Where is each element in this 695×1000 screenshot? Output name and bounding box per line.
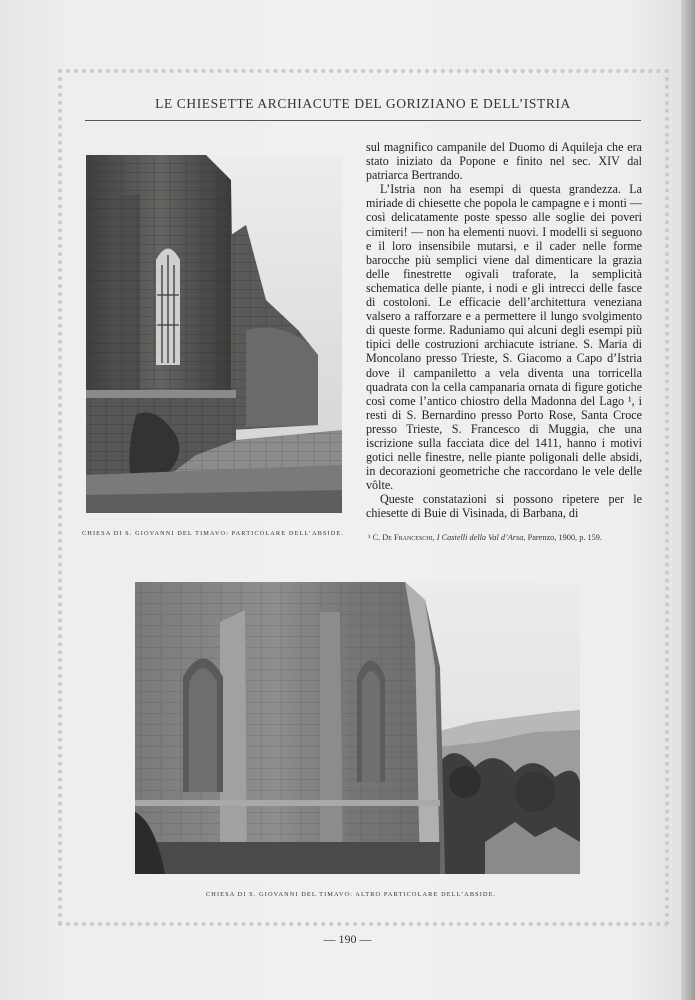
- page-edge-shadow: [681, 0, 695, 1000]
- paragraph-2: L’Istria non ha esempi di questa grandezza. La miriade di chiesette che popola le campagne e i monti — così delicatamente poste spesso alle soglie dei poveri cimiteri! — non ha elementi nuovi. I modelli si seguono e il loro insensibile mutarsi, e il cader nelle forme barocche più semplici viene dal dimenticare la grazia delle finestrette ogivali traforate, la semplicità schematica delle piante, i nodi e gli intrecci delle fasce di costoloni. Le efficacie dell’architettura veneziana valsero a rafforzare e a permettere il lungo svolgimento di queste forme. Raduniamo qui alcuni degli esempi più tipici delle costruzioni archiacute istriane. S. Maria di Moncolano presso Trieste, S. Giacomo a Capo d’Istria dove il campaniletto a vela diventa una torricella quadrata con la cella campanaria ornata di figure gotiche così come l’antico chiostro della Madonna del Lago ¹, i resti di S. Bernardino presso Porto Rose, Santa Croce presso Trieste, S. Francesco di Muggia, che una iscrizione sulla facciata dice del 1411, hanno i motivi gotici nelle finestre, nelle piante poligonali delle absidi, in decorazioni geometriche che raccordano le vele delle vôlte.: [366, 182, 642, 493]
- running-header: LE CHIESETTE ARCHIACUTE DEL GORIZIANO E DELL’ISTRIA: [155, 96, 571, 111]
- paragraph-1: sul magnifico campanile del Duomo di Aquileja che era stato iniziato da Popone e finito nel sec. XIV dal patriarca Bertrando.: [366, 140, 642, 183]
- paragraph-3: Queste constatazioni si possono ripetere per le chiesette di Buie di Visinada, di Barbana, di: [366, 492, 642, 521]
- body-text: [366, 140, 642, 525]
- footnote-work: I Castelli della Val d’Arsa,: [436, 533, 526, 542]
- header-rule: [85, 120, 641, 121]
- figure-1-caption: CHIESA DI S. GIOVANNI DEL TIMAVO: PARTICOLARE DELL’ABSIDE.: [82, 530, 344, 537]
- footnote-rest: Parenzo, 1900, p. 159.: [527, 533, 603, 542]
- figure-2-caption: CHIESA DI S. GIOVANNI DEL TIMAVO: ALTRO PARTICOLARE DELL’ABSIDE.: [206, 891, 497, 898]
- photo-apse-other-detail: [135, 582, 580, 874]
- footnote-marker: ¹: [368, 533, 371, 542]
- page-number: — 190 —: [323, 932, 372, 946]
- photo-apse-detail: [86, 155, 342, 513]
- footnote-author: C. De Franceschi,: [372, 533, 435, 542]
- footnote: [368, 533, 643, 544]
